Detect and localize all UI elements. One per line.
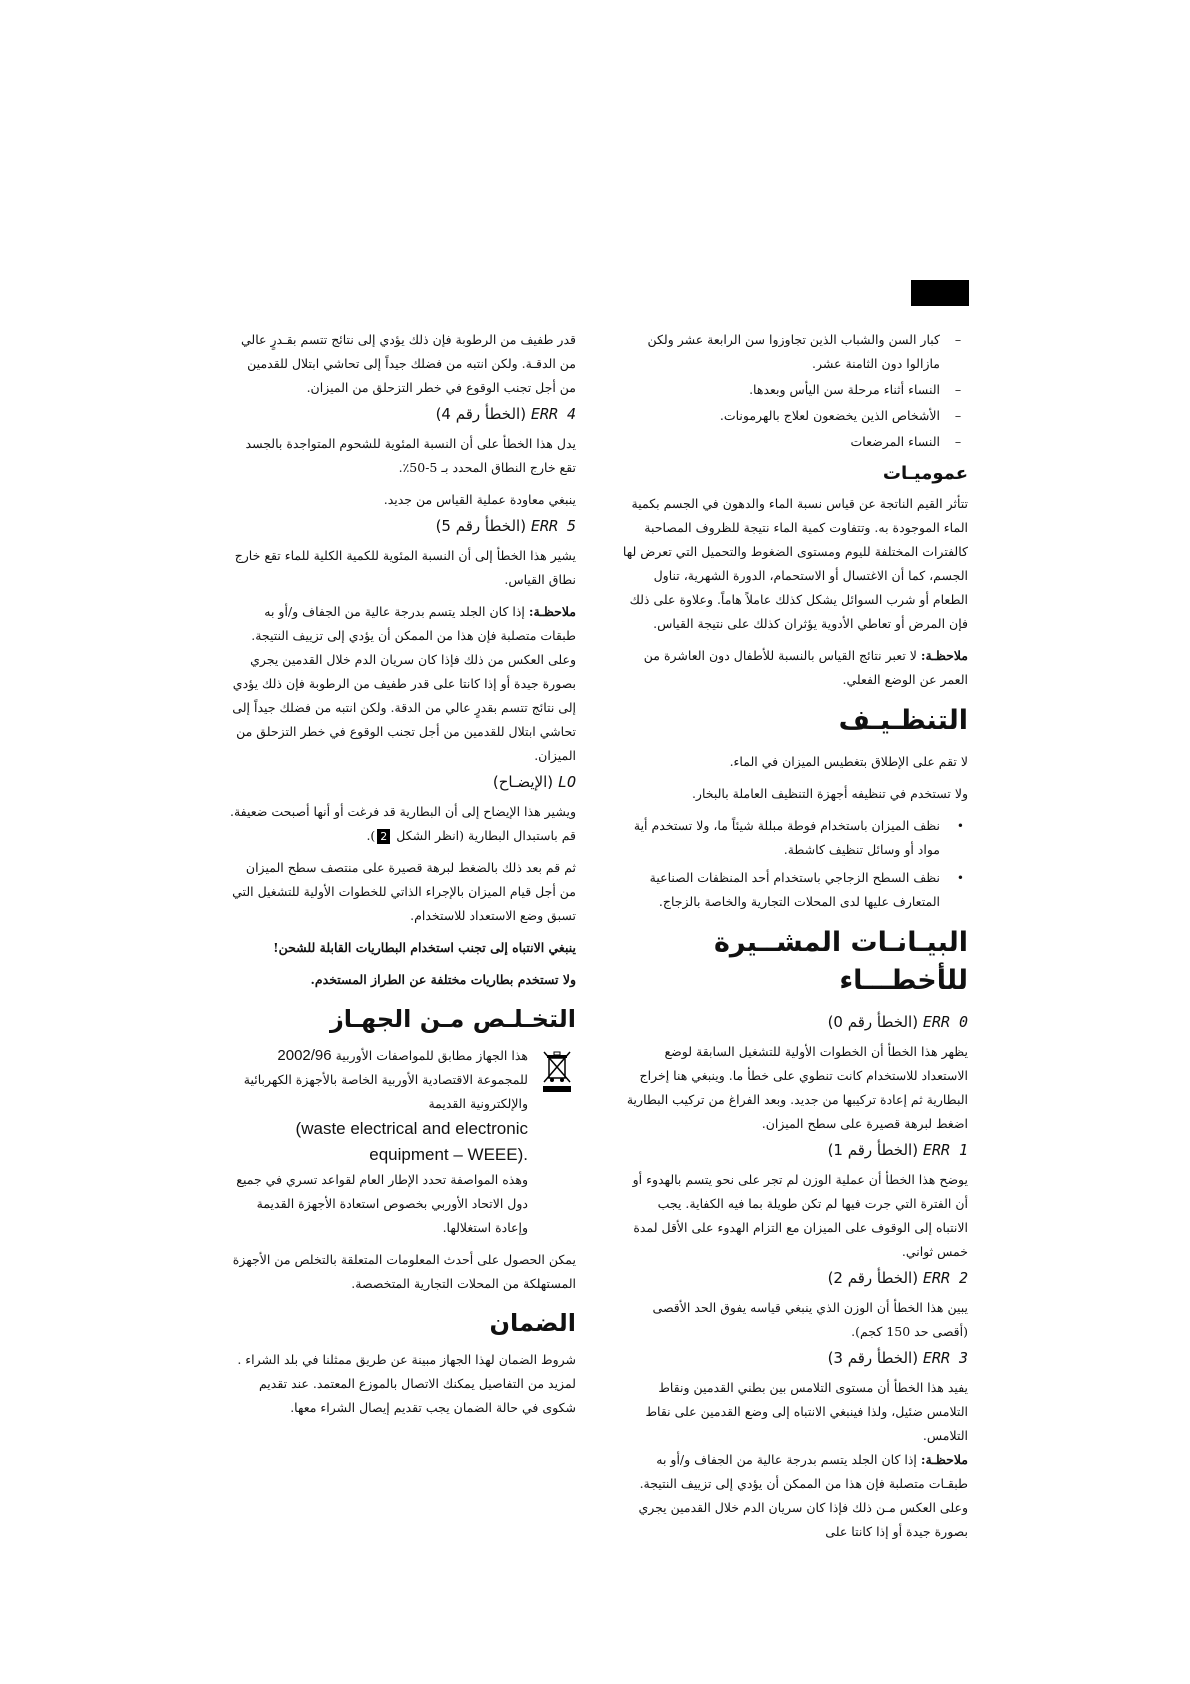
- dash-icon: –: [954, 408, 962, 423]
- cleaning-list: [622, 814, 968, 914]
- err-5-note: ملاحظـة: إذا كان الجلد يتسم بدرجة عالية من الجفاف و/أو به طبقات متصلبة فإن هذا من الممكن أن يؤدي إلى تزييف النتيجة. وعلى العكس من ذلك فإذا كان سريان الدم خلال القدمين يجري بصورة جيدة أو إذا كانتا على قدر طفيف من الرطوبة فإن ذلك يؤدي إلى نتائج تتسم بقدرٍ عالي من الدقة. ولكن انتبه من فضلك جيداً إلى تحاشي ابتلال للقدمين من أجل تجنب الوقوع في خطر التزحلق من الميزان.: [232, 604, 576, 763]
- disposal-heading: التخـلـص مـن الجهـاز: [329, 1005, 576, 1033]
- list-item: – النساء المرضعات: [622, 430, 968, 454]
- list-item: • نظف الميزان باستخدام فوطة مبللة شيئاً ما، ولا تستخدم أية مواد أو وسائل تنظيف كاشطة.: [622, 814, 968, 862]
- err-4-body: يدل هذا الخطأ على أن النسبة المئوية للشحوم المتواجدة بالجسد تقع خارج النطاق المحدد بـ 5-50٪.: [245, 436, 576, 475]
- continuation-text: قدر طفيف من الرطوبة فإن ذلك يؤدي إلى نتائج تتسم بقـدرٍ عالي من الدقـة. ولكن انتبه من فضلك جيداً إلى تحاشي ابتلال للقدمين من أجل تجنب الوقوع في خطر التزحلق من الميزان.: [241, 332, 576, 395]
- weee-line-2: للمجموعة الاقتصادية الأوربية الخاصة بالأجهزة الكهربائية والإلكترونية القديمة: [243, 1072, 528, 1111]
- figure-ref-badge: 2: [377, 829, 390, 844]
- general-body: تتأثر القيم الناتجة عن قياس نسبة الماء والدهون في الجسم بكمية الماء الموجودة به. وتتفاوت كمية الماء نتيجة للظروف المصاحبة كالفترات المختلفة لليوم ومستوى الضغوط والتحميل التي تعرض لها الجسم، كما أن الاغتسال أو الاستحمام، الدورة الشهرية، تناول الطعام أو شرب السوائل يشكل كذلك عاملاً هاماً. وعلاوة على ذلك فإن المرض أو تعاطي الأدوية يؤثران كذلك على نتيجة القياس.: [622, 496, 968, 631]
- err-0-body: يظهر هذا الخطأ أن الخطوات الأولية للتشغيل السابقة لوضع الاستعداد للاستخدام كانت تنطوي على خطأ ما. وينبغي هنا إخراج البطارية ثم إعادة تركيبها من جديد. وبعد الفراغ من تركيب البطارية اضغط لبرهة قصيرة على سطح الميزان.: [626, 1044, 968, 1131]
- battery-warning-2: ولا تستخدم بطاريات مختلفة عن الطراز المستخدم.: [310, 972, 576, 987]
- err-1-body: يوضح هذا الخطأ أن عملية الوزن لم تجر على نحو يتسم بالهدوء أو أن الفترة التي جرت فيها لم تكن طويلة بما فيه الكفاية. يجب الانتباه إلى الوقوف على الميزان مع التزام الهدوء على الأقل لمدة خمس ثواني.: [632, 1172, 968, 1259]
- err-2-body: يبين هذا الخطأ أن الوزن الذي ينبغي قياسه يفوق الحد الأقصى: [652, 1300, 968, 1315]
- err-3-note: ملاحظـة: إذا كان الجلد يتسم بدرجة عالية من الجفاف و/أو به طبقـات متصلبة فإن هذا من الممكن أن يؤدي إلى تزييف النتيجة. وعلى العكس مـن ذلك فإذا كان سريان الدم خلال القدمين يجري بصورة جيدة أو إذا كانتا على: [638, 1452, 968, 1539]
- list-item: – كبار السن والشباب الذين تجاوزوا سن الرابعة عشر ولكن مازالوا دون الثامنة عشر.: [622, 328, 968, 376]
- warranty-heading: الضمان: [489, 1309, 576, 1337]
- err-1-heading: ERR 1 (الخطأ رقم 1): [827, 1141, 968, 1159]
- bullet-icon: •: [956, 819, 964, 833]
- left-column: [228, 328, 576, 1428]
- disposal-after: يمكن الحصول على أحدث المعلومات المتعلقة بالتخلص من الأجهزة المستهلكة من المحلات التجارية المتخصصة.: [232, 1252, 576, 1291]
- note-label: ملاحظـة:: [920, 1452, 968, 1467]
- err-3-body: يفيد هذا الخطأ أن مستوى التلامس بين بطني القدمين ونقاط التلامس ضئيل، ولذا فينبغي الانتباه إلى وضع القدمين على نقاط التلامس.: [645, 1380, 968, 1443]
- cleaning-line-1: لا تقم على الإطلاق بتغطيس الميزان في الماء.: [729, 754, 968, 769]
- right-column: [622, 328, 968, 1544]
- dash-icon: –: [954, 382, 962, 397]
- lo-body: ويشير هذا الإيضاح إلى أن البطارية قد فرغت أو أنها أصبحت ضعيفة. قم باستبدال البطارية (انظر الشكل 2).: [229, 804, 576, 843]
- general-heading: عموميـات: [882, 463, 968, 484]
- dash-icon: –: [954, 434, 962, 449]
- battery-warning-1: ينبغي الانتباه إلى تجنب استخدام البطاريات القابلة للشحن!: [273, 940, 576, 955]
- error-messages-heading: البيـانـات المشــيرة للأخطـــاء: [713, 927, 968, 996]
- weee-line-1: هذا الجهاز مطابق للمواصفات الأوربية 2002/96: [277, 1047, 528, 1064]
- general-note: ملاحظـة: لا تعبر نتائج القياس بالنسبة للأطفال دون العاشرة من العمر عن الوضع الفعلي.: [643, 648, 968, 687]
- err-2-body-limit: (أقصى حد 150 كجم).: [851, 1324, 968, 1339]
- warranty-body: شروط الضمان لهذا الجهاز مبينة عن طريق ممثلنا في بلد الشراء . لمزيد من التفاصيل يمكنك الاتصال بالموزع المعتمد. عند تقديم شكوى في حالة الضمان يجب تقديم إيصال الشراء معها.: [237, 1352, 576, 1415]
- target-group-list: [622, 328, 968, 454]
- err-3-heading: ERR 3 (الخطأ رقم 3): [827, 1349, 968, 1367]
- weee-block: [228, 1044, 576, 1240]
- lo-body-2: ثم قم بعد ذلك بالضغط لبرهة قصيرة على منتصف سطح الميزان من أجل قيام الميزان بالإجراء الذاتي للخطوات الأولية للتشغيل التي تسبق وضع الاستعداد للاستخدام.: [232, 860, 576, 923]
- crossed-bin-icon: [542, 1050, 572, 1094]
- weee-line-3: وهذه المواصفة تحدد الإطار العام لقواعد تسري في جميع دول الاتحاد الأوربي بخصوص استعادة الأجهزة القديمة وإعادة استغلالها.: [236, 1172, 528, 1235]
- note-label: ملاحظـة:: [920, 648, 968, 663]
- page-language-tab: [911, 280, 969, 306]
- err-4-body-repeat: ينبغي معاودة عملية القياس من جديد.: [383, 492, 576, 507]
- err-0-heading: ERR 0 (الخطأ رقم 0): [827, 1013, 968, 1031]
- err-4-heading: ERR 4 (الخطأ رقم 4): [435, 405, 576, 423]
- list-item: • نظف السطح الزجاجي باستخدام أحد المنظفات الصناعية المتعارف عليها لدى المحلات التجارية والخاصة بالزجاج.: [622, 866, 968, 914]
- err-5-body: يشير هذا الخطأ إلى أن النسبة المئوية للكمية الكلية للماء تقع خارج نطاق القياس.: [234, 548, 576, 587]
- list-item: – النساء أثناء مرحلة سن اليأس وبعدها.: [622, 378, 968, 402]
- lo-heading: LO (الإيضـاح): [492, 773, 576, 791]
- weee-latin-1: waste electrical and electronic): [295, 1119, 528, 1138]
- err-2-heading: ERR 2 (الخطأ رقم 2): [827, 1269, 968, 1287]
- dash-icon: –: [954, 332, 962, 347]
- cleaning-line-2: ولا تستخدم في تنظيفه أجهزة التنظيف العاملة بالبخار.: [691, 786, 968, 801]
- cleaning-heading: التنظـيـف: [838, 705, 968, 736]
- weee-latin-2: .(equipment – WEEE: [369, 1145, 528, 1164]
- list-item: – الأشخاص الذين يخضعون لعلاج بالهرمونات.: [622, 404, 968, 428]
- note-label: ملاحظـة:: [528, 604, 576, 619]
- bullet-icon: •: [956, 871, 964, 885]
- err-5-heading: ERR 5 (الخطأ رقم 5): [435, 517, 576, 535]
